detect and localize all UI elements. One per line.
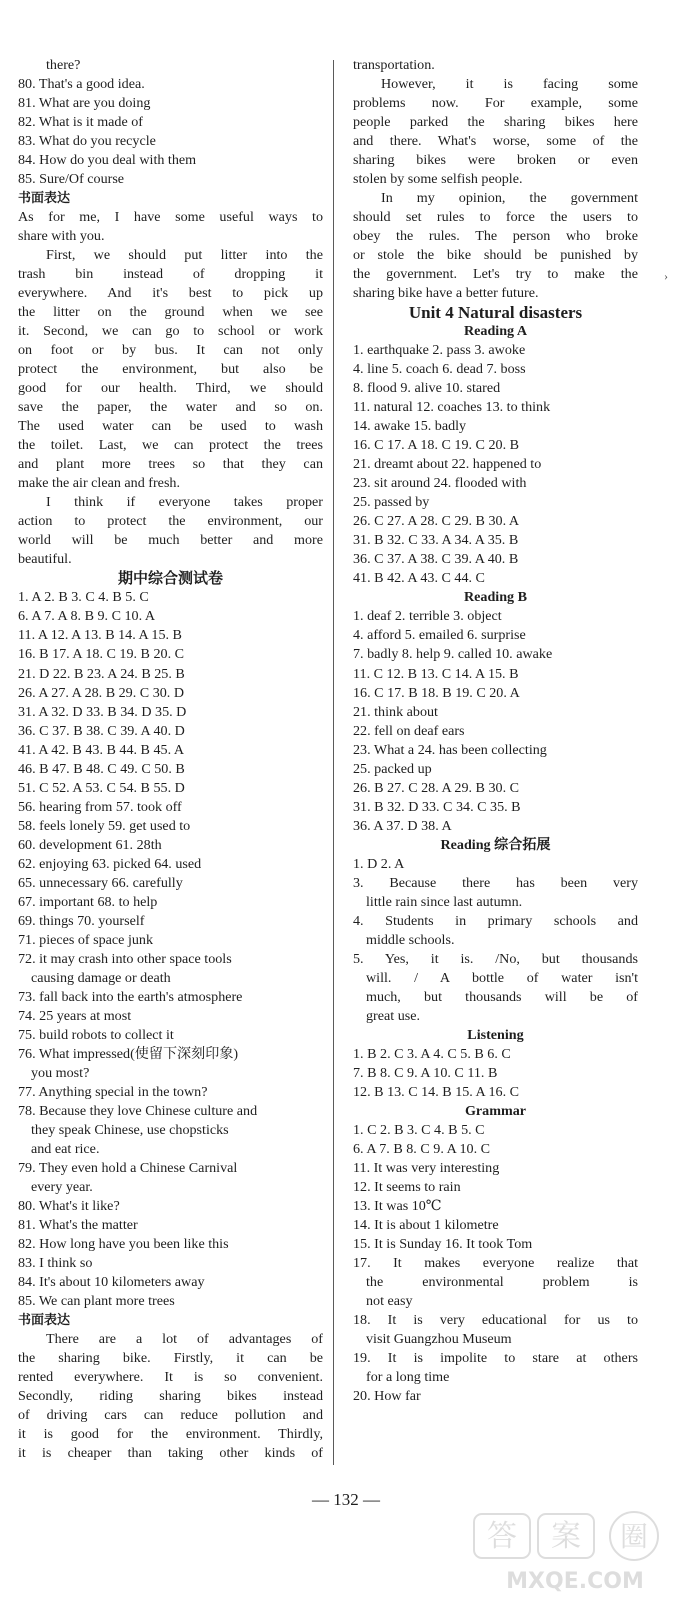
- right-column-line: 3. Because there has been very: [353, 874, 638, 891]
- left-column-line: protect the environment, but also be: [18, 361, 323, 378]
- left-column-line: 83. What do you recycle: [18, 133, 156, 150]
- left-column-line: 69. things 70. yourself: [18, 912, 145, 929]
- left-column-line: 21. D 22. B 23. A 24. B 25. B: [18, 665, 185, 682]
- right-column-line: or stole the bike should be punished by: [353, 247, 638, 264]
- right-column-line: 41. B 42. A 43. C 44. C: [353, 570, 485, 587]
- left-column-line: 82. How long have you been like this: [18, 1235, 229, 1252]
- left-column-line: 62. enjoying 63. picked 64. used: [18, 855, 202, 872]
- left-column-line: 85. We can plant more trees: [18, 1293, 175, 1310]
- svg-text:案: 案: [551, 1519, 581, 1554]
- left-column-line: 82. What is it made of: [18, 114, 143, 131]
- right-column-line: stolen by some selfish people.: [353, 171, 523, 188]
- right-column-line: sharing bikes were broken or even: [353, 152, 638, 169]
- right-column-line: 1. B 2. C 3. A 4. C 5. B 6. C: [353, 1045, 511, 1062]
- left-column-line: 74. 25 years at most: [18, 1007, 132, 1024]
- right-column-line: Reading A: [463, 323, 528, 340]
- right-column-line: 11. C 12. B 13. C 14. A 15. B: [353, 665, 519, 682]
- left-column-line: share with you.: [18, 228, 105, 245]
- left-column: [18, 56, 323, 1463]
- svg-text:MXQE.COM: MXQE.COM: [506, 1569, 644, 1594]
- right-column-line: 1. deaf 2. terrible 3. object: [353, 608, 502, 625]
- right-column-line: 5. Yes, it is. /No, but thousands: [353, 950, 638, 967]
- right-column-line: 12. It seems to rain: [353, 1178, 461, 1195]
- right-column-line: 11. natural 12. coaches 13. to think: [353, 399, 551, 416]
- left-column-line: it is good for the environment. Thirdly,: [18, 1426, 323, 1443]
- left-column-line: action to protect the environment, our: [18, 513, 323, 530]
- right-column-line: sharing bike have a better future.: [353, 285, 539, 302]
- right-column-line: problems now. For example, some: [353, 95, 638, 112]
- right-column-line: 16. C 17. A 18. C 19. C 20. B: [353, 437, 520, 454]
- right-column-line: 25. passed by: [353, 494, 430, 511]
- right-column-line: 22. fell on deaf ears: [353, 722, 465, 739]
- right-column-line: 25. packed up: [353, 760, 432, 777]
- right-column-line: 4. line 5. coach 6. dead 7. boss: [353, 361, 526, 378]
- left-column-line: Secondly, riding sharing bikes instead: [18, 1388, 323, 1405]
- right-column-line: 13. It was 10℃: [353, 1197, 442, 1214]
- right-column-line: 31. B 32. C 33. A 34. A 35. B: [353, 532, 519, 549]
- right-column-line: 7. B 8. C 9. A 10. C 11. B: [353, 1064, 498, 1081]
- left-column-line: 11. A 12. A 13. B 14. A 15. B: [18, 627, 182, 644]
- right-column-line: 1. C 2. B 3. C 4. B 5. C: [353, 1121, 485, 1138]
- left-column-line: the sharing bike. Firstly, it can be: [18, 1350, 323, 1367]
- right-column-line: Reading B: [463, 589, 528, 606]
- left-column-line: 84. It's about 10 kilometers away: [18, 1274, 205, 1290]
- left-column-line: there?: [46, 57, 81, 73]
- left-column-line: 73. fall back into the earth's atmosphere: [18, 988, 243, 1005]
- right-column-line: much, but thousands will be of: [366, 988, 638, 1005]
- right-column-line: the government. Let's try to make the: [353, 266, 638, 283]
- left-column-line: First, we should put litter into the: [46, 247, 323, 264]
- left-column-line: it is cheaper than taking other kinds of: [18, 1445, 323, 1462]
- left-column-line: rented everywhere. It is so convenient.: [18, 1369, 323, 1386]
- left-column-line: 31. A 32. D 33. B 34. D 35. D: [18, 703, 187, 720]
- right-column-line: visit Guangzhou Museum: [366, 1331, 512, 1348]
- right-column-line: Reading 综合拓展: [440, 836, 551, 853]
- left-column-line: 46. B 47. B 48. C 49. C 50. B: [18, 760, 185, 777]
- left-column-line: it. Second, we can go to school or work: [18, 323, 323, 340]
- right-column-line: However, it is facing some: [381, 76, 638, 93]
- right-column-line: 21. dreamt about 22. happened to: [353, 456, 542, 473]
- column-divider: [333, 60, 334, 1465]
- left-column-line: 书面表达: [18, 191, 71, 207]
- right-column-line: 11. It was very interesting: [353, 1159, 500, 1176]
- left-column-line: 26. A 27. A 28. B 29. C 30. D: [18, 684, 185, 701]
- left-column-line: 期中综合测试卷: [117, 569, 223, 588]
- left-column-line: beautiful.: [18, 551, 72, 568]
- left-column-line: everywhere. And it's best to pick up: [18, 285, 323, 302]
- right-column-line: 26. C 27. A 28. C 29. B 30. A: [353, 513, 520, 530]
- right-column-line: 19. It is impolite to stare at others: [353, 1350, 638, 1367]
- right-column-line: obey the rules. The person who broke: [353, 228, 638, 245]
- left-column-line: world will be much better and more: [18, 532, 323, 549]
- left-column-line: on foot or by bus. It can not only: [18, 342, 323, 359]
- right-column: [353, 56, 638, 1406]
- right-column-line: not easy: [366, 1293, 413, 1310]
- left-column-line: 76. What impressed(使留下深刻印象): [18, 1045, 239, 1062]
- right-column-line: 4. afford 5. emailed 6. surprise: [353, 627, 526, 644]
- right-column-line: the environmental problem is: [366, 1274, 638, 1290]
- left-column-line: they speak Chinese, use chopsticks: [31, 1121, 229, 1138]
- right-column-line: Unit 4 Natural disasters: [408, 303, 583, 323]
- left-column-line: 81. What's the matter: [18, 1216, 138, 1233]
- left-column-line: 84. How do you deal with them: [18, 152, 197, 169]
- left-column-line: 56. hearing from 57. took off: [18, 798, 182, 815]
- left-column-line: 71. pieces of space junk: [18, 931, 154, 948]
- right-column-line: 12. B 13. C 14. B 15. A 16. C: [353, 1083, 520, 1100]
- right-column-line: Listening: [467, 1026, 524, 1043]
- left-column-line: 36. C 37. B 38. C 39. A 40. D: [18, 722, 185, 739]
- left-column-line: 80. That's a good idea.: [18, 76, 145, 93]
- left-column-line: The used water can be used to wash: [18, 418, 323, 435]
- right-column-line: should set rules to force the users to: [353, 209, 638, 226]
- left-column-line: save the paper, the water and so on.: [18, 399, 323, 416]
- left-column-line: 67. important 68. to help: [18, 893, 158, 910]
- right-column-line: 7. badly 8. help 9. called 10. awake: [353, 646, 553, 663]
- right-column-line: 23. What a 24. has been collecting: [353, 741, 547, 758]
- left-column-line: the toilet. Last, we can protect the trees: [18, 437, 323, 454]
- left-column-line: 6. A 7. A 8. B 9. C 10. A: [18, 608, 156, 625]
- right-column-line: 36. A 37. D 38. A: [353, 817, 452, 834]
- left-column-line: 51. C 52. A 53. C 54. B 55. D: [18, 779, 185, 796]
- left-column-line: 79. They even hold a Chinese Carnival: [18, 1159, 238, 1176]
- right-column-line: 23. sit around 24. flooded with: [353, 475, 527, 492]
- svg-text:圈: 圈: [619, 1520, 649, 1553]
- page-number: — 132 —: [312, 1490, 380, 1509]
- left-column-line: and plant more trees so that they can: [18, 456, 323, 473]
- right-column-line: 16. C 17. B 18. B 19. C 20. A: [353, 684, 520, 701]
- left-column-line: and eat rice.: [31, 1140, 100, 1157]
- right-column-line: will. / A bottle of water isn't: [366, 969, 638, 986]
- watermark-logo: [468, 1508, 682, 1594]
- left-column-line: There are a lot of advantages of: [46, 1331, 323, 1348]
- left-column-line: 60. development 61. 28th: [18, 836, 162, 853]
- right-column-line: 15. It is Sunday 16. It took Tom: [353, 1235, 533, 1252]
- left-column-line: causing damage or death: [31, 969, 171, 986]
- margin-mark: ›: [664, 269, 668, 283]
- right-column-line: 14. awake 15. badly: [353, 418, 467, 435]
- left-column-line: 80. What's it like?: [18, 1197, 120, 1214]
- left-column-line: 41. A 42. B 43. B 44. B 45. A: [18, 741, 185, 758]
- left-column-line: make the air clean and fresh.: [18, 475, 180, 492]
- left-column-line: 1. A 2. B 3. C 4. B 5. C: [18, 589, 149, 606]
- right-column-line: Grammar: [464, 1102, 527, 1119]
- right-column-line: In my opinion, the government: [381, 190, 638, 207]
- left-column-line: 58. feels lonely 59. get used to: [18, 817, 191, 834]
- left-column-line: 78. Because they love Chinese culture and: [18, 1102, 258, 1119]
- right-column-line: 6. A 7. B 8. C 9. A 10. C: [353, 1140, 491, 1157]
- left-column-line: 83. I think so: [18, 1254, 93, 1271]
- left-column-line: 77. Anything special in the town?: [18, 1083, 208, 1100]
- right-column-line: 17. It makes everyone realize that: [353, 1254, 638, 1271]
- right-column-line: great use.: [366, 1007, 421, 1024]
- left-column-line: you most?: [31, 1064, 90, 1081]
- left-column-line: 16. B 17. A 18. C 19. B 20. C: [18, 646, 185, 663]
- right-column-line: 8. flood 9. alive 10. stared: [353, 380, 501, 397]
- right-column-line: 31. B 32. D 33. C 34. C 35. B: [353, 798, 521, 815]
- left-column-line: 72. it may crash into other space tools: [18, 950, 232, 967]
- right-column-line: 21. think about: [353, 703, 438, 720]
- left-column-line: 65. unnecessary 66. carefully: [18, 874, 183, 891]
- right-column-line: 26. B 27. C 28. A 29. B 30. C: [353, 779, 520, 796]
- right-column-line: 20. How far: [353, 1388, 421, 1405]
- left-column-line: 81. What are you doing: [18, 95, 151, 112]
- right-column-line: and there. What's worse, some of the: [353, 133, 638, 150]
- right-column-line: middle schools.: [366, 931, 455, 948]
- right-column-line: 36. C 37. A 38. C 39. A 40. B: [353, 551, 519, 568]
- right-column-line: for a long time: [366, 1369, 450, 1386]
- left-column-line: of driving cars can reduce pollution and: [18, 1407, 323, 1424]
- right-column-line: transportation.: [353, 57, 435, 73]
- right-column-line: 1. D 2. A: [353, 855, 405, 872]
- left-column-line: 书面表达: [18, 1313, 71, 1329]
- left-column-line: the litter on the ground when we see: [18, 304, 323, 321]
- right-column-line: 4. Students in primary schools and: [353, 912, 638, 929]
- left-column-line: 85. Sure/Of course: [18, 171, 125, 188]
- right-column-line: 14. It is about 1 kilometre: [353, 1216, 499, 1233]
- left-column-line: every year.: [31, 1178, 93, 1195]
- right-column-line: little rain since last autumn.: [366, 893, 523, 910]
- left-column-line: As for me, I have some useful ways to: [18, 209, 323, 226]
- right-column-line: 18. It is very educational for us to: [353, 1312, 638, 1329]
- right-column-line: people parked the sharing bikes here: [353, 114, 638, 131]
- left-column-line: good for our health. Third, we should: [18, 380, 323, 397]
- left-column-line: I think if everyone takes proper: [46, 494, 323, 511]
- left-column-line: 75. build robots to collect it: [18, 1026, 174, 1043]
- right-column-line: 1. earthquake 2. pass 3. awoke: [353, 342, 526, 359]
- left-column-line: trash bin instead of dropping it: [18, 266, 323, 283]
- svg-text:答: 答: [487, 1519, 517, 1554]
